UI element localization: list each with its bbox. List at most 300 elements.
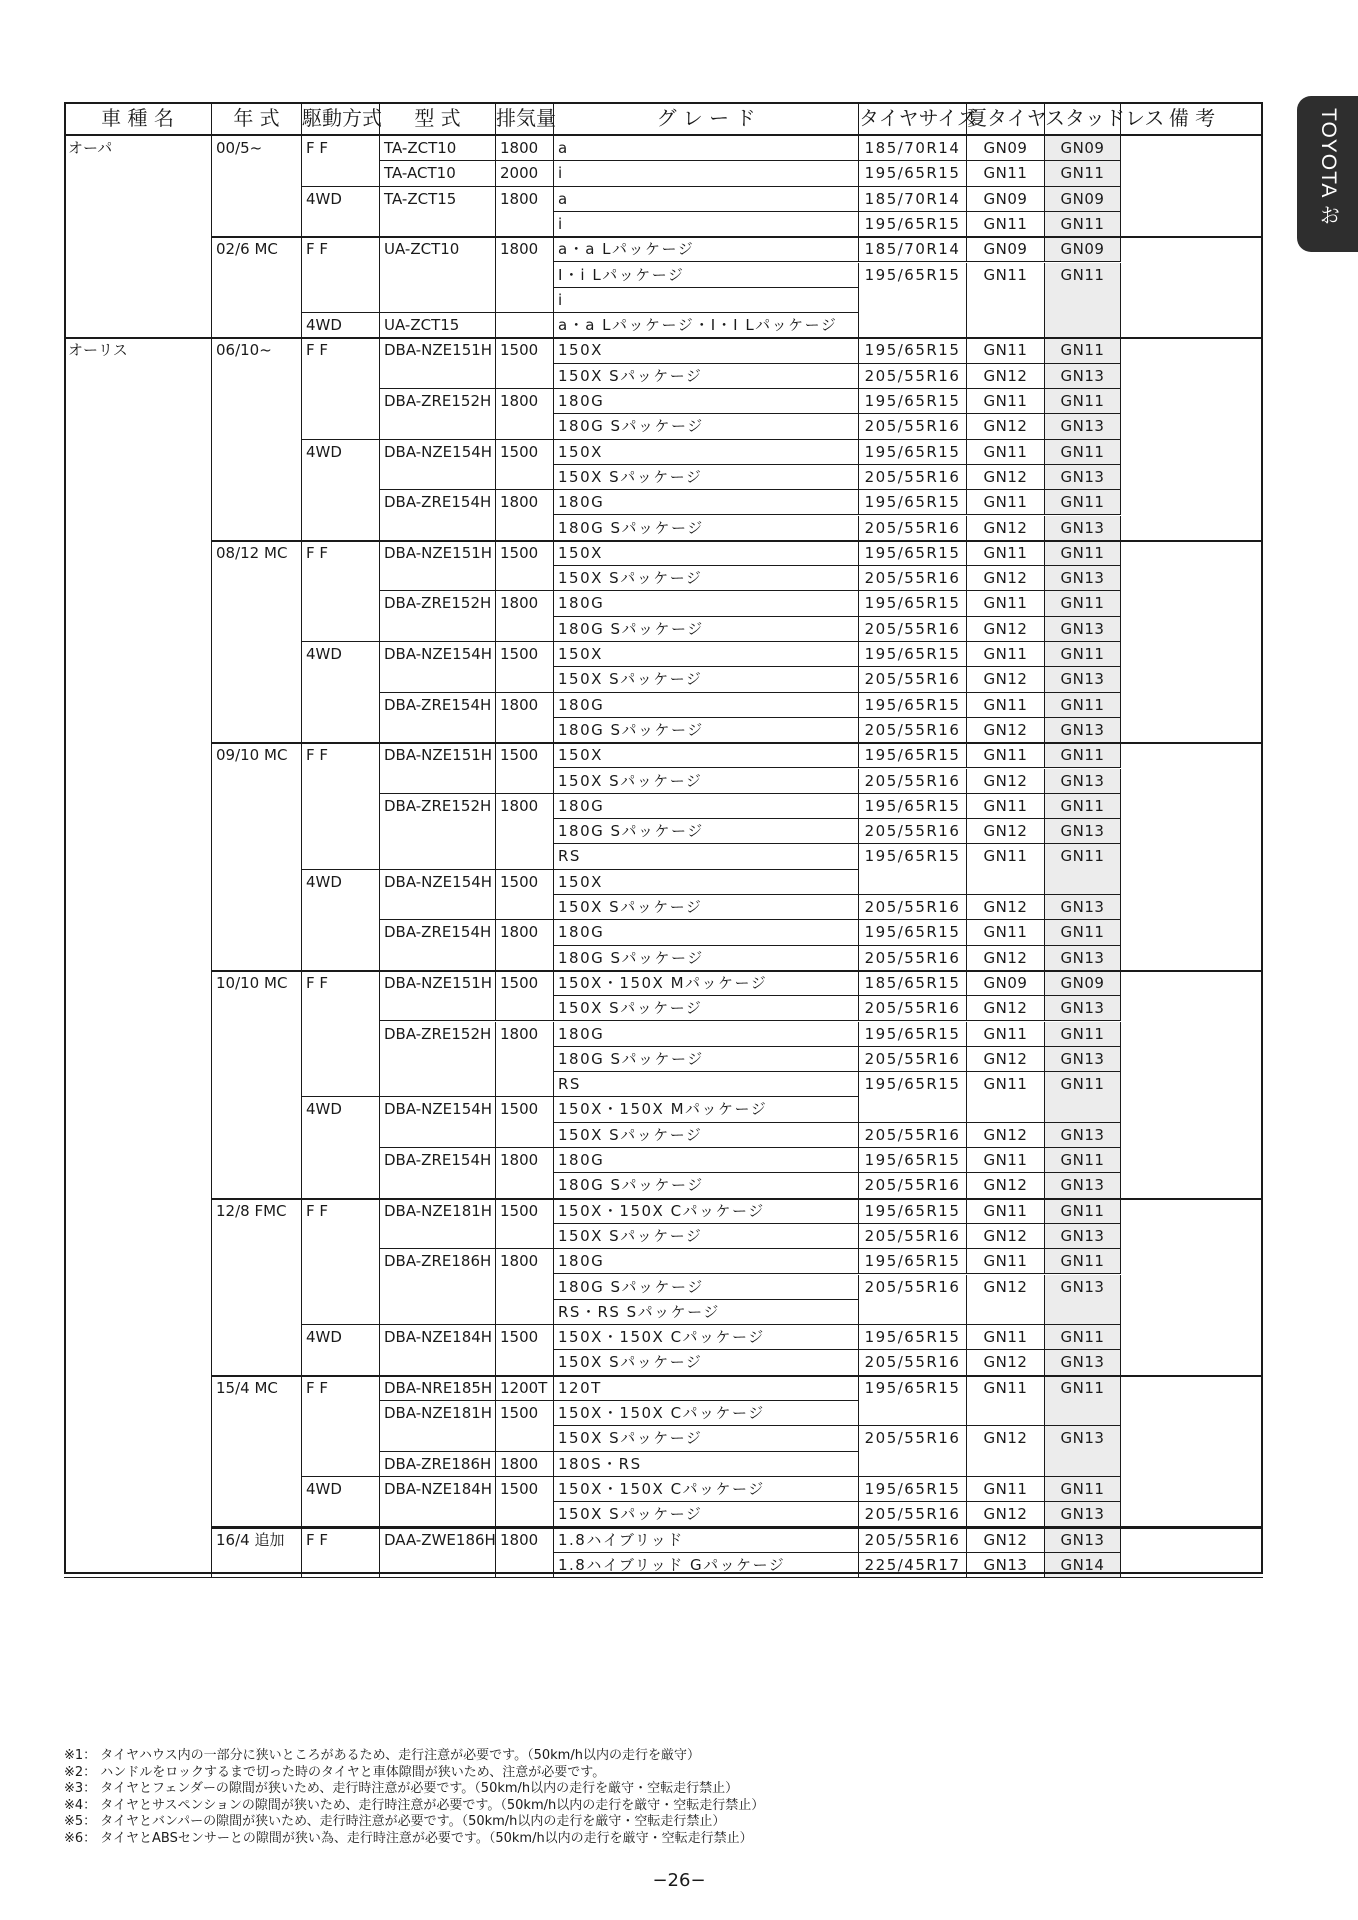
footnote: ※3： タイヤとフェンダーの隙間が狭いため、走行時注意が必要です。（50km/h以内の走行を厳守・空転走行禁止）: [64, 1781, 739, 1796]
cell-summer-tire: GN09: [967, 187, 1045, 212]
cell-remarks: [1121, 338, 1263, 540]
cell-year: 10/10 MC: [212, 971, 302, 1199]
cell-studless: GN11: [1045, 1325, 1121, 1350]
block-separator: [212, 742, 1263, 744]
cell-tire-size: 195/65R15: [859, 212, 967, 237]
cell-displacement: 1800: [496, 693, 554, 744]
cell-summer-tire: GN11: [967, 743, 1045, 768]
cell-tire-size: 185/65R15: [859, 971, 967, 996]
cell-year: 09/10 MC: [212, 743, 302, 971]
cell-grade: 180G: [554, 920, 859, 945]
cell-drive: 4WD: [302, 187, 380, 238]
cell-summer-tire: GN11: [967, 844, 1045, 895]
cell-tire-size: 205/55R16: [859, 1426, 967, 1477]
cell-grade: 150X Sパッケージ: [554, 1224, 859, 1249]
cell-drive: F F: [302, 971, 380, 1098]
cell-drive: 4WD: [302, 870, 380, 971]
cell-tire-size: 205/55R16: [859, 364, 967, 389]
cell-grade: 150X Sパッケージ: [554, 1123, 859, 1148]
cell-studless: GN11: [1045, 1477, 1121, 1502]
cell-tire-size: 195/65R15: [859, 263, 967, 339]
cell-tire-size: 205/55R16: [859, 769, 967, 794]
cell-drive: F F: [302, 541, 380, 642]
header-studless: スタッドレス: [1045, 102, 1121, 136]
cell-studless: GN13: [1045, 895, 1121, 920]
cell-tire-size: 205/55R16: [859, 946, 967, 971]
cell-tire-size: 195/65R15: [859, 693, 967, 718]
cell-type-code: UA-ZCT15: [380, 313, 496, 338]
cell-tire-size: 205/55R16: [859, 465, 967, 490]
cell-type-code: DBA-ZRE152H: [380, 389, 496, 440]
cell-summer-tire: GN09: [967, 136, 1045, 161]
cell-studless: GN11: [1045, 1022, 1121, 1047]
cell-summer-tire: GN12: [967, 718, 1045, 743]
cell-tire-size: 195/65R15: [859, 1148, 967, 1173]
cell-grade: 180G Sパッケージ: [554, 414, 859, 439]
cell-type-code: DBA-ZRE152H: [380, 591, 496, 642]
cell-tire-size: 195/65R15: [859, 743, 967, 768]
footnote: ※2： ハンドルをロックするまで切った時のタイヤと車体隙間が狭いため、注意が必要です。: [64, 1764, 606, 1780]
cell-displacement: 1800: [496, 1528, 554, 1579]
cell-grade: 150X・150X Cパッケージ: [554, 1325, 859, 1350]
cell-tire-size: 195/65R15: [859, 1376, 967, 1427]
cell-remarks: [1121, 1376, 1263, 1528]
cell-tire-size: 195/65R15: [859, 794, 967, 819]
cell-remarks: [1121, 971, 1263, 1199]
cell-summer-tire: GN12: [967, 1528, 1045, 1553]
cell-studless: GN13: [1045, 617, 1121, 642]
cell-summer-tire: GN12: [967, 769, 1045, 794]
cell-type-code: DBA-NZE154H: [380, 440, 496, 491]
cell-tire-size: 195/65R15: [859, 1022, 967, 1047]
cell-grade: RS: [554, 844, 859, 869]
cell-grade: 150X・150X Cパッケージ: [554, 1199, 859, 1224]
cell-displacement: 1800: [496, 389, 554, 440]
cell-grade: 150X: [554, 440, 859, 465]
cell-studless: GN11: [1045, 212, 1121, 237]
cell-tire-size: 205/55R16: [859, 819, 967, 844]
cell-drive: F F: [302, 338, 380, 439]
cell-summer-tire: GN11: [967, 212, 1045, 237]
cell-drive: F F: [302, 1199, 380, 1326]
cell-grade: a: [554, 136, 859, 161]
cell-summer-tire: GN12: [967, 667, 1045, 692]
cell-tire-size: 205/55R16: [859, 1047, 967, 1072]
header-type-code: 型 式: [380, 102, 496, 136]
cell-summer-tire: GN12: [967, 566, 1045, 591]
header-grade: グ レ ー ド: [554, 102, 859, 136]
cell-type-code: DBA-ZRE154H: [380, 490, 496, 541]
cell-displacement: 1500: [496, 642, 554, 693]
cell-studless: GN13: [1045, 819, 1121, 844]
cell-displacement: 1500: [496, 870, 554, 921]
cell-type-code: TA-ZCT10: [380, 136, 496, 161]
cell-grade: 150X Sパッケージ: [554, 1502, 859, 1527]
cell-summer-tire: GN11: [967, 693, 1045, 718]
cell-type-code: DBA-ZRE154H: [380, 920, 496, 971]
cell-studless: GN13: [1045, 1123, 1121, 1148]
cell-tire-size: 225/45R17: [859, 1553, 967, 1578]
cell-grade: 180G: [554, 794, 859, 819]
cell-grade: 180G Sパッケージ: [554, 819, 859, 844]
cell-displacement: 1500: [496, 1199, 554, 1250]
cell-type-code: DBA-NZE184H: [380, 1325, 496, 1376]
cell-tire-size: 185/70R14: [859, 237, 967, 262]
footnote: ※5： タイヤとバンパーの隙間が狭いため、走行時注意が必要です。（50km/h以内の走行を厳守・空転走行禁止）: [64, 1814, 726, 1829]
cell-type-code: DBA-NZE151H: [380, 743, 496, 794]
cell-grade: i: [554, 212, 859, 237]
cell-grade: 150X Sパッケージ: [554, 1350, 859, 1375]
header-summer-tire: 夏タイヤ: [967, 102, 1045, 136]
cell-grade: 150X Sパッケージ: [554, 769, 859, 794]
cell-tire-size: 185/70R14: [859, 136, 967, 161]
cell-grade: 180G Sパッケージ: [554, 516, 859, 541]
block-separator: [64, 337, 1263, 339]
cell-summer-tire: GN11: [967, 1199, 1045, 1224]
cell-tire-size: 205/55R16: [859, 996, 967, 1021]
tire-fitment-table: [64, 102, 1263, 1574]
cell-tire-size: 205/55R16: [859, 566, 967, 591]
cell-summer-tire: GN13: [967, 1553, 1045, 1578]
cell-studless: GN11: [1045, 844, 1121, 895]
cell-grade: 150X・150X Mパッケージ: [554, 971, 859, 996]
cell-tire-size: 195/65R15: [859, 440, 967, 465]
cell-summer-tire: GN12: [967, 946, 1045, 971]
cell-summer-tire: GN11: [967, 920, 1045, 945]
cell-remarks: [1121, 1528, 1263, 1579]
cell-summer-tire: GN11: [967, 1376, 1045, 1427]
cell-studless: GN11: [1045, 642, 1121, 667]
cell-summer-tire: GN12: [967, 1426, 1045, 1477]
cell-studless: GN13: [1045, 516, 1121, 541]
header-tire-size: タイヤサイズ: [859, 102, 967, 136]
cell-studless: GN13: [1045, 769, 1121, 794]
cell-tire-size: 195/65R15: [859, 1199, 967, 1224]
cell-summer-tire: GN12: [967, 1275, 1045, 1326]
cell-drive: F F: [302, 1528, 380, 1579]
cell-studless: GN11: [1045, 389, 1121, 414]
cell-type-code: DBA-NRE185H: [380, 1376, 496, 1401]
cell-grade: 150X Sパッケージ: [554, 566, 859, 591]
cell-studless: GN11: [1045, 1072, 1121, 1123]
cell-displacement: 1800: [496, 1022, 554, 1098]
cell-grade: 180G Sパッケージ: [554, 946, 859, 971]
cell-displacement: [496, 313, 554, 338]
cell-grade: 150X Sパッケージ: [554, 895, 859, 920]
cell-studless: GN11: [1045, 1148, 1121, 1173]
cell-grade: RS: [554, 1072, 859, 1097]
cell-grade: 150X: [554, 338, 859, 363]
cell-year: 00/5~: [212, 136, 302, 237]
footnote: ※1： タイヤハウス内の一部分に狭いところがあるため、走行注意が必要です。（50km/h以内の走行を厳守）: [64, 1748, 700, 1763]
cell-displacement: 1800: [496, 920, 554, 971]
cell-grade: 150X Sパッケージ: [554, 465, 859, 490]
cell-summer-tire: GN12: [967, 516, 1045, 541]
cell-grade: 150X・150X Mパッケージ: [554, 1097, 859, 1122]
cell-remarks: [1121, 237, 1263, 338]
cell-type-code: DBA-ZRE152H: [380, 794, 496, 870]
cell-tire-size: 195/65R15: [859, 338, 967, 363]
cell-drive: F F: [302, 237, 380, 313]
cell-grade: 180G: [554, 693, 859, 718]
cell-grade: a・a Lパッケージ・I・I Lパッケージ: [554, 313, 859, 338]
cell-summer-tire: GN12: [967, 819, 1045, 844]
cell-tire-size: 205/55R16: [859, 718, 967, 743]
cell-drive: 4WD: [302, 440, 380, 541]
cell-summer-tire: GN12: [967, 1173, 1045, 1198]
cell-grade: 1.8ハイブリッド Gパッケージ: [554, 1553, 859, 1578]
cell-grade: 150X・150X Cパッケージ: [554, 1477, 859, 1502]
cell-remarks: [1121, 743, 1263, 971]
cell-year: 15/4 MC: [212, 1376, 302, 1528]
cell-studless: GN13: [1045, 1224, 1121, 1249]
cell-tire-size: 205/55R16: [859, 1275, 967, 1326]
cell-grade: 180G Sパッケージ: [554, 617, 859, 642]
cell-summer-tire: GN09: [967, 971, 1045, 996]
cell-tire-size: 205/55R16: [859, 667, 967, 692]
cell-drive: F F: [302, 743, 380, 870]
header-year: 年 式: [212, 102, 302, 136]
cell-studless: GN13: [1045, 1275, 1121, 1326]
cell-studless: GN13: [1045, 465, 1121, 490]
cell-type-code: DBA-NZE151H: [380, 971, 496, 1022]
cell-studless: GN09: [1045, 187, 1121, 212]
cell-summer-tire: GN11: [967, 161, 1045, 186]
cell-summer-tire: GN12: [967, 1123, 1045, 1148]
cell-studless: GN13: [1045, 996, 1121, 1021]
cell-tire-size: 205/55R16: [859, 1528, 967, 1553]
cell-remarks: [1121, 136, 1263, 237]
cell-summer-tire: GN11: [967, 1148, 1045, 1173]
cell-grade: 150X Sパッケージ: [554, 1426, 859, 1451]
cell-grade: 180G Sパッケージ: [554, 1047, 859, 1072]
cell-studless: GN13: [1045, 364, 1121, 389]
cell-grade: 150X: [554, 870, 859, 895]
cell-studless: GN11: [1045, 743, 1121, 768]
cell-tire-size: 205/55R16: [859, 1502, 967, 1527]
cell-remarks: [1121, 1199, 1263, 1376]
page-number: −26−: [652, 1870, 706, 1891]
cell-displacement: 1500: [496, 1325, 554, 1376]
cell-grade: i: [554, 288, 859, 313]
cell-displacement: 1800: [496, 187, 554, 238]
cell-tire-size: 205/55R16: [859, 895, 967, 920]
cell-summer-tire: GN11: [967, 642, 1045, 667]
cell-studless: GN09: [1045, 136, 1121, 161]
cell-displacement: 1500: [496, 1097, 554, 1148]
cell-grade: 150X・150X Cパッケージ: [554, 1401, 859, 1426]
cell-drive: 4WD: [302, 1325, 380, 1376]
cell-studless: GN13: [1045, 1426, 1121, 1477]
cell-type-code: DBA-NZE184H: [380, 1477, 496, 1528]
cell-studless: GN11: [1045, 1199, 1121, 1224]
cell-displacement: 1500: [496, 971, 554, 1022]
cell-grade: 180G: [554, 1022, 859, 1047]
cell-displacement: 1800: [496, 1148, 554, 1199]
cell-grade: 120T: [554, 1376, 859, 1401]
footnote: ※6： タイヤとABSセンサーとの隙間が狭い為、走行時注意が必要です。（50km/h以内の走行を厳守・空転走行禁止）: [64, 1830, 753, 1846]
cell-summer-tire: GN11: [967, 541, 1045, 566]
cell-summer-tire: GN09: [967, 237, 1045, 262]
header-displacement: 排気量: [496, 102, 554, 136]
cell-studless: GN13: [1045, 946, 1121, 971]
cell-displacement: 1500: [496, 338, 554, 389]
cell-grade: 1.8ハイブリッド: [554, 1528, 859, 1553]
cell-grade: 180G: [554, 490, 859, 515]
header-remarks: 備 考: [1121, 102, 1263, 136]
cell-studless: GN09: [1045, 971, 1121, 996]
cell-displacement: 1500: [496, 743, 554, 794]
cell-summer-tire: GN12: [967, 895, 1045, 920]
cell-type-code: DBA-ZRE152H: [380, 1022, 496, 1098]
cell-studless: GN11: [1045, 541, 1121, 566]
cell-drive: F F: [302, 136, 380, 187]
block-separator: [212, 970, 1263, 972]
side-tab: [1297, 96, 1358, 252]
cell-tire-size: 195/65R15: [859, 1072, 967, 1123]
cell-grade: 180G: [554, 1148, 859, 1173]
cell-summer-tire: GN11: [967, 490, 1045, 515]
cell-grade: 150X: [554, 743, 859, 768]
cell-year: 02/6 MC: [212, 237, 302, 338]
cell-grade: 180G Sパッケージ: [554, 1173, 859, 1198]
cell-year: 12/8 FMC: [212, 1199, 302, 1376]
cell-summer-tire: GN12: [967, 1047, 1045, 1072]
cell-type-code: DBA-NZE154H: [380, 870, 496, 921]
cell-grade: 180G: [554, 1249, 859, 1274]
cell-year: 16/4 追加: [212, 1528, 302, 1579]
cell-grade: 150X: [554, 541, 859, 566]
cell-summer-tire: GN12: [967, 414, 1045, 439]
cell-remarks: [1121, 541, 1263, 743]
cell-summer-tire: GN12: [967, 465, 1045, 490]
cell-type-code: TA-ACT10: [380, 161, 496, 186]
cell-grade: i: [554, 161, 859, 186]
cell-type-code: DBA-NZE154H: [380, 1097, 496, 1148]
cell-summer-tire: GN11: [967, 389, 1045, 414]
footnote: ※4： タイヤとサスペンションの隙間が狭いため、走行時注意が必要です。（50km/h以内の走行を厳守・空転走行禁止）: [64, 1797, 765, 1813]
cell-studless: GN11: [1045, 263, 1121, 339]
cell-displacement: 1800: [496, 490, 554, 541]
cell-studless: GN14: [1045, 1553, 1121, 1578]
cell-displacement: 1800: [496, 237, 554, 313]
cell-tire-size: 205/55R16: [859, 414, 967, 439]
cell-grade: I・i Lパッケージ: [554, 263, 859, 288]
cell-studless: GN13: [1045, 414, 1121, 439]
block-separator: [212, 1527, 1263, 1529]
cell-type-code: DAA-ZWE186H: [380, 1528, 496, 1579]
cell-tire-size: 195/65R15: [859, 389, 967, 414]
cell-summer-tire: GN11: [967, 1477, 1045, 1502]
cell-summer-tire: GN12: [967, 1350, 1045, 1375]
side-tab-label: TOYOTA お: [1317, 108, 1340, 227]
cell-studless: GN11: [1045, 1376, 1121, 1427]
cell-type-code: DBA-NZE181H: [380, 1401, 496, 1452]
cell-grade: a・a Lパッケージ: [554, 237, 859, 262]
cell-grade: 150X Sパッケージ: [554, 996, 859, 1021]
cell-displacement: 1800: [496, 1452, 554, 1477]
cell-model: オーリス: [64, 338, 212, 1578]
cell-summer-tire: GN12: [967, 364, 1045, 389]
cell-type-code: DBA-NZE151H: [380, 541, 496, 592]
cell-drive: F F: [302, 1376, 380, 1477]
cell-summer-tire: GN12: [967, 996, 1045, 1021]
cell-type-code: DBA-ZRE154H: [380, 1148, 496, 1199]
cell-summer-tire: GN11: [967, 1249, 1045, 1274]
cell-tire-size: 205/55R16: [859, 1123, 967, 1148]
cell-displacement: 1800: [496, 1249, 554, 1325]
cell-displacement: 2000: [496, 161, 554, 186]
cell-model: オーパ: [64, 136, 212, 338]
cell-year: 08/12 MC: [212, 541, 302, 743]
cell-studless: GN13: [1045, 1173, 1121, 1198]
header-drive: 駆動方式: [302, 102, 380, 136]
cell-displacement: 1500: [496, 1477, 554, 1528]
footnotes: [64, 1748, 764, 1847]
cell-displacement: 1500: [496, 541, 554, 592]
cell-year: 06/10~: [212, 338, 302, 540]
cell-tire-size: 195/65R15: [859, 844, 967, 895]
cell-summer-tire: GN11: [967, 338, 1045, 363]
cell-type-code: DBA-NZE151H: [380, 338, 496, 389]
cell-summer-tire: GN11: [967, 591, 1045, 616]
cell-summer-tire: GN12: [967, 617, 1045, 642]
block-separator: [212, 236, 1263, 238]
cell-displacement: 1500: [496, 440, 554, 491]
cell-type-code: DBA-ZRE186H: [380, 1452, 496, 1477]
cell-studless: GN09: [1045, 237, 1121, 262]
cell-drive: 4WD: [302, 642, 380, 743]
cell-summer-tire: GN11: [967, 1072, 1045, 1123]
cell-grade: 150X Sパッケージ: [554, 364, 859, 389]
cell-summer-tire: GN11: [967, 440, 1045, 465]
cell-grade: RS・RS Sパッケージ: [554, 1300, 859, 1325]
cell-summer-tire: GN11: [967, 1022, 1045, 1047]
cell-summer-tire: GN12: [967, 1502, 1045, 1527]
cell-summer-tire: GN12: [967, 1224, 1045, 1249]
cell-grade: 180S・RS: [554, 1452, 859, 1477]
cell-displacement: 1500: [496, 1401, 554, 1452]
cell-studless: GN11: [1045, 920, 1121, 945]
cell-studless: GN13: [1045, 718, 1121, 743]
cell-displacement: 1800: [496, 136, 554, 161]
cell-grade: 150X: [554, 642, 859, 667]
cell-studless: GN11: [1045, 693, 1121, 718]
cell-displacement: 1200T: [496, 1376, 554, 1401]
cell-type-code: UA-ZCT10: [380, 237, 496, 313]
cell-drive: 4WD: [302, 1477, 380, 1528]
cell-tire-size: 195/65R15: [859, 161, 967, 186]
cell-studless: GN11: [1045, 440, 1121, 465]
cell-type-code: DBA-ZRE154H: [380, 693, 496, 744]
cell-tire-size: 205/55R16: [859, 1224, 967, 1249]
cell-summer-tire: GN11: [967, 1325, 1045, 1350]
cell-drive: 4WD: [302, 1097, 380, 1198]
cell-grade: 150X Sパッケージ: [554, 667, 859, 692]
block-separator: [212, 1198, 1263, 1200]
cell-tire-size: 195/65R15: [859, 591, 967, 616]
cell-type-code: DBA-NZE181H: [380, 1199, 496, 1250]
cell-type-code: DBA-NZE154H: [380, 642, 496, 693]
cell-displacement: 1800: [496, 794, 554, 870]
cell-tire-size: 205/55R16: [859, 1173, 967, 1198]
cell-summer-tire: GN11: [967, 794, 1045, 819]
block-separator: [212, 540, 1263, 542]
cell-studless: GN13: [1045, 1350, 1121, 1375]
cell-studless: GN11: [1045, 338, 1121, 363]
cell-drive: 4WD: [302, 313, 380, 338]
cell-grade: 180G Sパッケージ: [554, 718, 859, 743]
